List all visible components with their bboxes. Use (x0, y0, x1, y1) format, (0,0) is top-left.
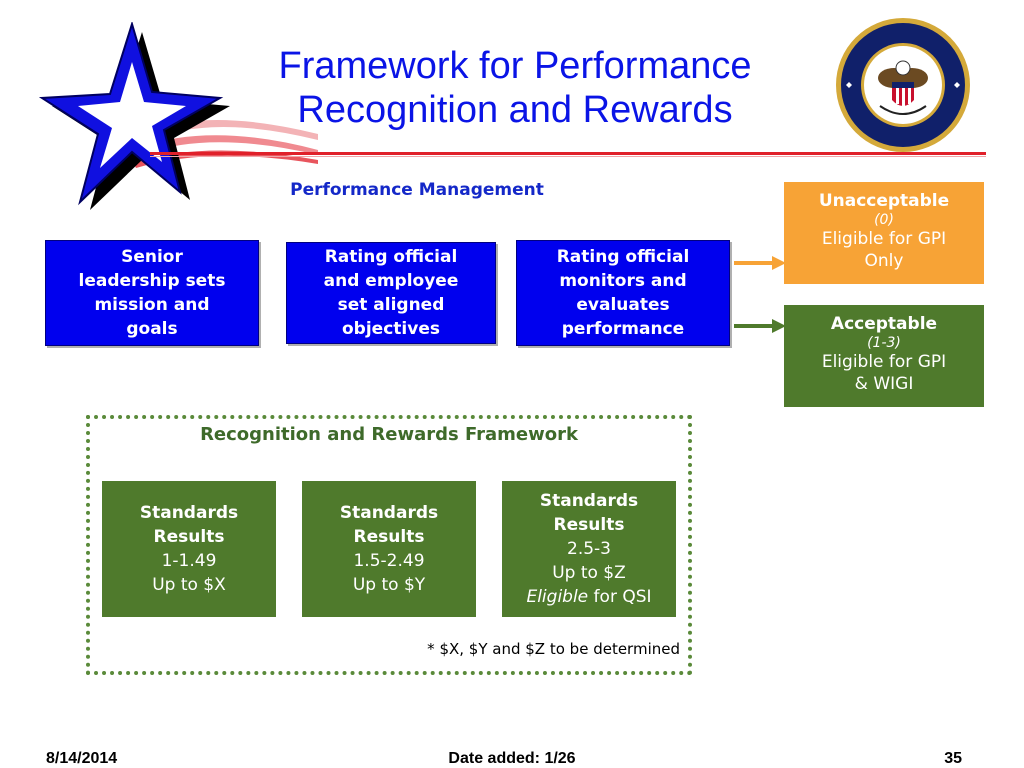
footer-date: 8/14/2014 (46, 750, 118, 767)
card-2-bold-1: Standards (339, 503, 439, 523)
title-line-1: Framework for Performance (278, 45, 752, 87)
card-1-reward: Up to $X (152, 575, 226, 595)
step-1-line-2: leadership sets (78, 271, 226, 291)
step-evaluate-performance (516, 240, 730, 346)
acceptable-title: Acceptable (830, 314, 938, 334)
step-1-line-1: Senior (121, 247, 183, 267)
card-3-extra (526, 585, 651, 609)
unacceptable-title: Unacceptable (818, 191, 950, 211)
card-2-bold-2: Results (353, 527, 425, 547)
step-2-line-1: Rating official (324, 247, 458, 267)
card-1-bold-1: Standards (139, 503, 239, 523)
step-3-line-4: performance (561, 319, 685, 339)
footer-date-added: Date added: 1/26 (448, 750, 576, 767)
step-2-line-4: objectives (342, 319, 440, 339)
title-line-2: Recognition and Rewards (297, 89, 733, 131)
card-3-range: 2.5-3 (567, 539, 611, 559)
arrow-to-acceptable-icon (734, 318, 786, 334)
framework-card-2 (302, 481, 476, 617)
rewards-framework-heading: Recognition and Rewards Framework (200, 424, 578, 445)
framework-card-3 (502, 481, 676, 617)
acceptable-desc-line-1: Eligible for GPI (821, 352, 947, 372)
navy-seal-logo (834, 16, 972, 154)
card-2-reward: Up to $Y (352, 575, 426, 595)
card-1-range: 1-1.49 (161, 551, 217, 571)
footnote: * $X, $Y and $Z to be determined (427, 640, 680, 658)
title-underline-shadow (150, 156, 986, 157)
step-1-line-3: mission and (94, 295, 210, 315)
step-3-line-2: monitors and (559, 271, 687, 291)
framework-card-1 (102, 481, 276, 617)
unacceptable-score: (0) (874, 212, 894, 228)
page-number: 35 (944, 750, 962, 767)
step-senior-leadership (45, 240, 259, 346)
performance-management-heading: Performance Management (290, 180, 544, 200)
step-2-line-3: set aligned (337, 295, 445, 315)
acceptable-desc-line-2: & WIGI (854, 374, 914, 394)
slide-title (215, 44, 815, 132)
card-3-extra-rest: for QSI (588, 587, 652, 607)
card-3-bold-2: Results (553, 515, 625, 535)
unacceptable-desc-line-1: Eligible for GPI (821, 229, 947, 249)
step-3-line-1: Rating official (556, 247, 690, 267)
acceptable-outcome-box (784, 305, 984, 407)
acceptable-score: (1-3) (867, 335, 901, 351)
step-3-line-3: evaluates (576, 295, 670, 315)
card-1-bold-2: Results (153, 527, 225, 547)
unacceptable-outcome-box (784, 182, 984, 284)
card-3-bold-1: Standards (539, 491, 639, 511)
arrow-to-unacceptable-icon (734, 255, 786, 271)
card-3-extra-em: Eligible (526, 587, 589, 607)
step-2-line-2: and employee (323, 271, 459, 291)
step-1-line-4: goals (126, 319, 178, 339)
unacceptable-desc-line-2: Only (864, 251, 904, 271)
card-2-range: 1.5-2.49 (353, 551, 425, 571)
card-3-reward: Up to $Z (552, 563, 626, 583)
step-set-objectives (286, 242, 496, 344)
